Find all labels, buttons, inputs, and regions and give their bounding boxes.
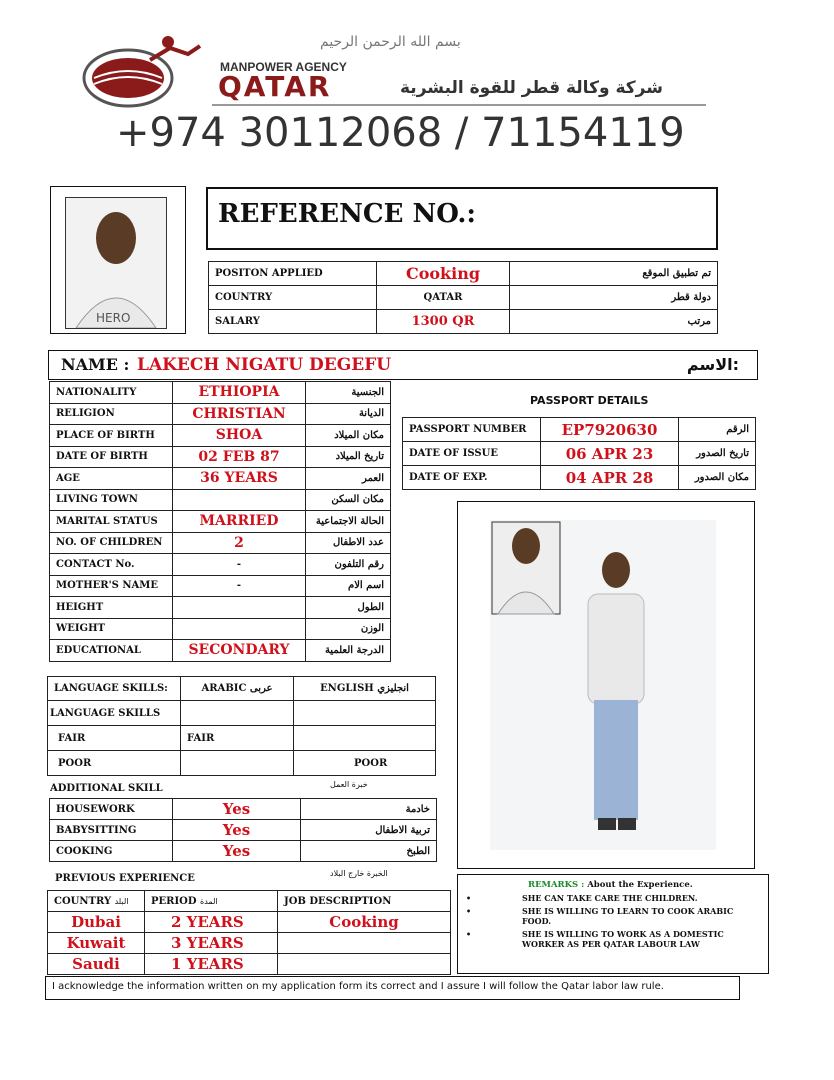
language-english-level: POOR <box>294 751 436 776</box>
exp-job: Cooking <box>278 912 451 933</box>
skill-row-arabic: تربية الاطفال <box>301 820 437 841</box>
bismillah: بسم الله الرحمن الرحيم <box>320 34 461 50</box>
skill-row <box>50 841 437 862</box>
job-row-arabic: مرتب <box>510 310 718 334</box>
exp-period-header-arabic: المدة <box>200 896 218 906</box>
personal-row <box>50 446 391 468</box>
skill-row-label: COOKING <box>50 841 173 862</box>
personal-row-label: EDUCATIONAL <box>50 640 173 662</box>
skill-row-label: HOUSEWORK <box>50 799 173 820</box>
remarks-title: REMARKS : <box>528 880 585 890</box>
personal-row-arabic: تاريخ الميلاد <box>306 446 391 468</box>
exp-period: 1 YEARS <box>145 954 278 975</box>
exp-country-header: COUNTRY <box>54 895 112 907</box>
agency-logo <box>80 34 210 114</box>
svg-text:HERO: HERO <box>96 311 131 325</box>
personal-row-label: AGE <box>50 468 173 490</box>
passport-row <box>403 466 756 490</box>
personal-row-value: 36 YEARS <box>173 468 306 490</box>
personal-row-label: DATE OF BIRTH <box>50 446 173 468</box>
personal-row <box>50 511 391 533</box>
personal-row-value <box>173 489 306 511</box>
personal-row-value: SECONDARY <box>173 640 306 662</box>
personal-row-arabic: الوزن <box>306 618 391 640</box>
personal-row-label: NO. OF CHILDREN <box>50 532 173 554</box>
previous-experience-title: PREVIOUS EXPERIENCE <box>55 873 195 884</box>
language-table <box>47 676 436 776</box>
language-arabic-header: ARABIC عربى <box>181 677 294 701</box>
personal-row-label: MARITAL STATUS <box>50 511 173 533</box>
remark-text: SHE IS WILLING TO LEARN TO COOK ARABIC FOOD. <box>522 906 734 926</box>
personal-row <box>50 618 391 640</box>
previous-experience-title-arabic: الخبرة خارج البلاد <box>330 869 388 878</box>
reference-box <box>206 187 718 250</box>
job-table <box>208 261 718 334</box>
footer-text: I acknowledge the information written on my application form its correct and I assure I will follow the Qatar labor law rule. <box>52 981 664 992</box>
job-row-arabic: دولة قطر <box>510 286 718 310</box>
job-row <box>209 310 718 334</box>
exp-period: 2 YEARS <box>145 912 278 933</box>
bullet-icon: • <box>466 893 472 903</box>
personal-row-value: - <box>173 575 306 597</box>
personal-row-arabic: الحالة الاجتماعية <box>306 511 391 533</box>
job-row-label: POSITON APPLIED <box>209 262 377 286</box>
personal-row-value: ETHIOPIA <box>173 382 306 404</box>
personal-row-arabic: الديانة <box>306 403 391 425</box>
skill-row-arabic: خادمة <box>301 799 437 820</box>
agency-name-small: MANPOWER AGENCY <box>220 60 347 74</box>
remarks-box <box>457 874 769 974</box>
personal-row <box>50 489 391 511</box>
personal-row <box>50 382 391 404</box>
full-body-photo-frame <box>457 501 755 869</box>
personal-row-arabic: الدرجة العلمية <box>306 640 391 662</box>
job-row-value: 1300 QR <box>377 310 510 334</box>
agency-name-big: QATAR <box>218 70 332 103</box>
job-row <box>209 262 718 286</box>
personal-row-arabic: رقم التلفون <box>306 554 391 576</box>
personal-row <box>50 554 391 576</box>
passport-row-arabic: مكان الصدور <box>679 466 756 490</box>
passport-details-title: PASSPORT DETAILS <box>530 394 649 407</box>
exp-period-header: PERIOD <box>151 895 197 907</box>
personal-row <box>50 425 391 447</box>
experience-row <box>48 933 451 954</box>
additional-skill-title-arabic: خبرة العمل <box>330 780 368 789</box>
skill-row <box>50 820 437 841</box>
personal-row-value: 02 FEB 87 <box>173 446 306 468</box>
personal-row <box>50 403 391 425</box>
personal-row-arabic: اسم الام <box>306 575 391 597</box>
skill-row-value: Yes <box>173 799 301 820</box>
skill-row-label: BABYSITTING <box>50 820 173 841</box>
personal-row-label: LIVING TOWN <box>50 489 173 511</box>
personal-row <box>50 597 391 619</box>
personal-row-value: MARRIED <box>173 511 306 533</box>
remark-item <box>464 929 754 949</box>
remark-text: SHE IS WILLING TO WORK AS A DOMESTIC WORKER AS PER QATAR LABOUR LAW <box>522 929 724 949</box>
skill-row <box>50 799 437 820</box>
language-skills-header: LANGUAGE SKILLS: <box>48 677 181 701</box>
personal-row-value: SHOA <box>173 425 306 447</box>
personal-table <box>49 381 391 662</box>
name-bar <box>48 350 758 380</box>
personal-row-label: RELIGION <box>50 403 173 425</box>
job-row <box>209 286 718 310</box>
job-row-arabic: تم تطبيق الموقع <box>510 262 718 286</box>
passport-row <box>403 418 756 442</box>
reference-label: REFERENCE NO.: <box>218 199 476 229</box>
agency-name-arabic: شركة وكالة قطر للقوة البشرية <box>400 78 663 98</box>
personal-row <box>50 575 391 597</box>
personal-row-value: 2 <box>173 532 306 554</box>
job-row-value: QATAR <box>377 286 510 310</box>
exp-country: Kuwait <box>48 933 145 954</box>
personal-row-label: HEIGHT <box>50 597 173 619</box>
exp-period: 3 YEARS <box>145 933 278 954</box>
job-row-label: SALARY <box>209 310 377 334</box>
job-row-label: COUNTRY <box>209 286 377 310</box>
phone-number: +974 30112068 / 71154119 <box>116 110 685 156</box>
personal-row <box>50 468 391 490</box>
remark-item <box>464 906 754 926</box>
personal-row-arabic: العمر <box>306 468 391 490</box>
additional-skill-title: ADDITIONAL SKILL <box>50 783 163 794</box>
name-label: NAME : <box>61 355 130 374</box>
personal-row-value <box>173 618 306 640</box>
personal-row-arabic: مكان السكن <box>306 489 391 511</box>
bullet-icon: • <box>466 929 472 939</box>
personal-row <box>50 640 391 662</box>
passport-row-label: DATE OF EXP. <box>403 466 541 490</box>
full-body-photo <box>490 520 716 850</box>
passport-row-value: 04 APR 28 <box>541 466 679 490</box>
experience-table <box>47 890 451 975</box>
skill-row-arabic: الطبخ <box>301 841 437 862</box>
personal-row-arabic: مكان الميلاد <box>306 425 391 447</box>
language-skills-row-label: LANGUAGE SKILLS <box>48 701 181 726</box>
personal-row-arabic: الطول <box>306 597 391 619</box>
name-label-arabic: الاسم: <box>686 355 739 374</box>
skill-row-value: Yes <box>173 820 301 841</box>
exp-country-header-arabic: البلد <box>114 896 129 906</box>
language-fair-label: FAIR <box>48 726 181 751</box>
personal-row-label: WEIGHT <box>50 618 173 640</box>
experience-row <box>48 954 451 975</box>
header-rule <box>212 104 706 106</box>
passport-row-label: DATE OF ISSUE <box>403 442 541 466</box>
personal-row-arabic: عدد الاطفال <box>306 532 391 554</box>
personal-row-arabic: الجنسية <box>306 382 391 404</box>
personal-row <box>50 532 391 554</box>
exp-job <box>278 954 451 975</box>
exp-job <box>278 933 451 954</box>
skill-row-value: Yes <box>173 841 301 862</box>
skills-table <box>49 798 437 862</box>
passport-row-arabic: تاريخ الصدور <box>679 442 756 466</box>
name-value: LAKECH NIGATU DEGEFU <box>137 355 392 375</box>
remarks-list <box>464 893 754 952</box>
exp-country: Saudi <box>48 954 145 975</box>
language-arabic-level: FAIR <box>181 726 294 751</box>
exp-job-header: JOB DESCRIPTION <box>278 891 451 912</box>
language-english-header: ENGLISH انجليزي <box>294 677 436 701</box>
passport-photo <box>65 197 167 329</box>
remark-item <box>464 893 754 903</box>
language-poor-label: POOR <box>48 751 181 776</box>
personal-row-value <box>173 597 306 619</box>
job-row-value: Cooking <box>377 262 510 286</box>
passport-row-value: EP7920630 <box>541 418 679 442</box>
personal-row-label: NATIONALITY <box>50 382 173 404</box>
personal-row-value: - <box>173 554 306 576</box>
personal-row-label: PLACE OF BIRTH <box>50 425 173 447</box>
experience-row <box>48 912 451 933</box>
footer-acknowledgement <box>45 976 740 1000</box>
bullet-icon: • <box>466 906 472 916</box>
passport-row-arabic: الرقم <box>679 418 756 442</box>
passport-row <box>403 442 756 466</box>
personal-row-value: CHRISTIAN <box>173 403 306 425</box>
passport-row-label: PASSPORT NUMBER <box>403 418 541 442</box>
remark-text: SHE CAN TAKE CARE THE CHILDREN. <box>522 893 698 903</box>
personal-row-label: MOTHER'S NAME <box>50 575 173 597</box>
remarks-subtitle: About the Experience. <box>587 880 693 890</box>
personal-row-label: CONTACT No. <box>50 554 173 576</box>
passport-row-value: 06 APR 23 <box>541 442 679 466</box>
exp-country: Dubai <box>48 912 145 933</box>
passport-photo-frame <box>50 186 186 334</box>
passport-table <box>402 417 756 490</box>
